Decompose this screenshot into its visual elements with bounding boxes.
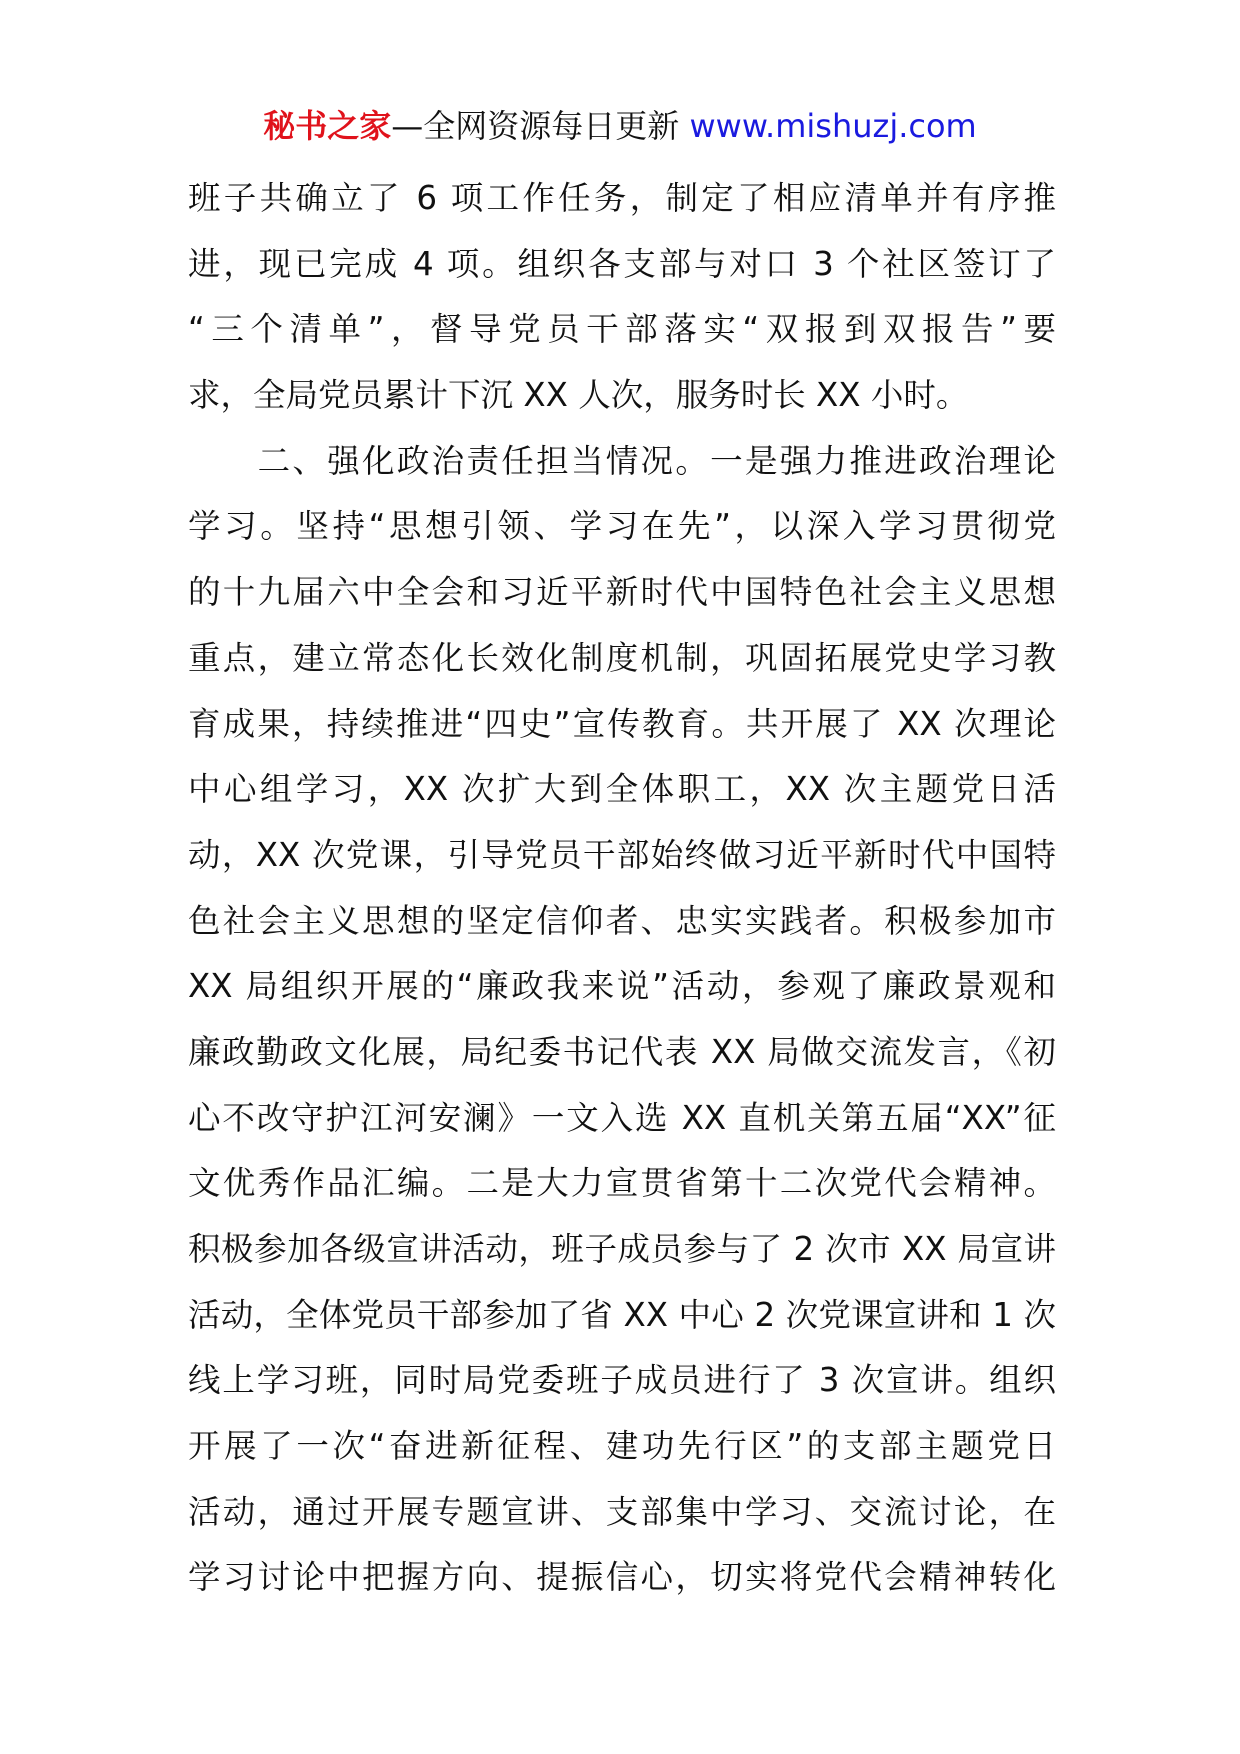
- text-line: 活动，通过开展专题宣讲、支部集中学习、交流讨论，在: [188, 1492, 1056, 1531]
- text-line: 心不改守护江河安澜》一文入选 XX 直机关第五届“XX”征: [188, 1098, 1056, 1137]
- text-line: 色社会主义思想的坚定信仰者、忠实实践者。积极参加市: [188, 901, 1056, 940]
- text-line: 中心组学习，XX 次扩大到全体职工，XX 次主题党日活: [188, 770, 1056, 809]
- text-line: 廉政勤政文化展，局纪委书记代表 XX 局做交流发言，《初: [188, 1032, 1056, 1071]
- text-line: 育成果，持续推进“四史”宣传教育。共开展了 XX 次理论: [188, 704, 1056, 743]
- site-url-link[interactable]: www.mishuzj.com: [689, 107, 977, 145]
- text-line: 积极参加各级宣讲活动，班子成员参与了 2 次市 XX 局宣讲: [188, 1230, 1056, 1268]
- text-line: 学习讨论中把握方向、提振信心，切实将党代会精神转化: [188, 1558, 1056, 1597]
- text-line: 进，现已完成 4 项。组织各支部与对口 3 个社区签订了: [188, 244, 1056, 283]
- site-header: [0, 104, 1240, 148]
- text-line: 线上学习班，同时局党委班子成员进行了 3 次宣讲。组织: [188, 1361, 1056, 1400]
- header-tagline: —全网资源每日更新: [391, 107, 690, 145]
- text-line: “三个清单”，督导党员干部落实“双报到双报告”要: [188, 310, 1056, 349]
- brand-name: 秘书之家: [263, 107, 392, 145]
- text-line: 求，全局党员累计下沉 XX 人次，服务时长 XX 小时。: [188, 376, 969, 415]
- text-line: XX 局组织开展的“廉政我来说”活动，参观了廉政景观和: [188, 967, 1056, 1006]
- document-body: [188, 166, 1056, 1611]
- text-line: 开展了一次“奋进新征程、建功先行区”的支部主题党日: [188, 1427, 1056, 1466]
- text-line: 重点，建立常态化长效化制度机制，巩固拓展党史学习教: [188, 638, 1056, 677]
- text-line: 学习。坚持“思想引领、学习在先”，以深入学习贯彻党: [188, 507, 1056, 546]
- section-heading-line: 二、强化政治责任担当情况。一是强力推进政治理论: [188, 441, 1056, 480]
- text-line: 的十九届六中全会和习近平新时代中国特色社会主义思想: [188, 573, 1056, 612]
- text-line: 文优秀作品汇编。二是大力宣贯省第十二次党代会精神。: [188, 1164, 1056, 1203]
- text-line: 动，XX 次党课，引导党员干部始终做习近平新时代中国特: [188, 835, 1056, 874]
- text-line: 班子共确立了 6 项工作任务，制定了相应清单并有序推: [188, 179, 1056, 217]
- text-line: 活动，全体党员干部参加了省 XX 中心 2 次党课宣讲和 1 次: [188, 1295, 1056, 1334]
